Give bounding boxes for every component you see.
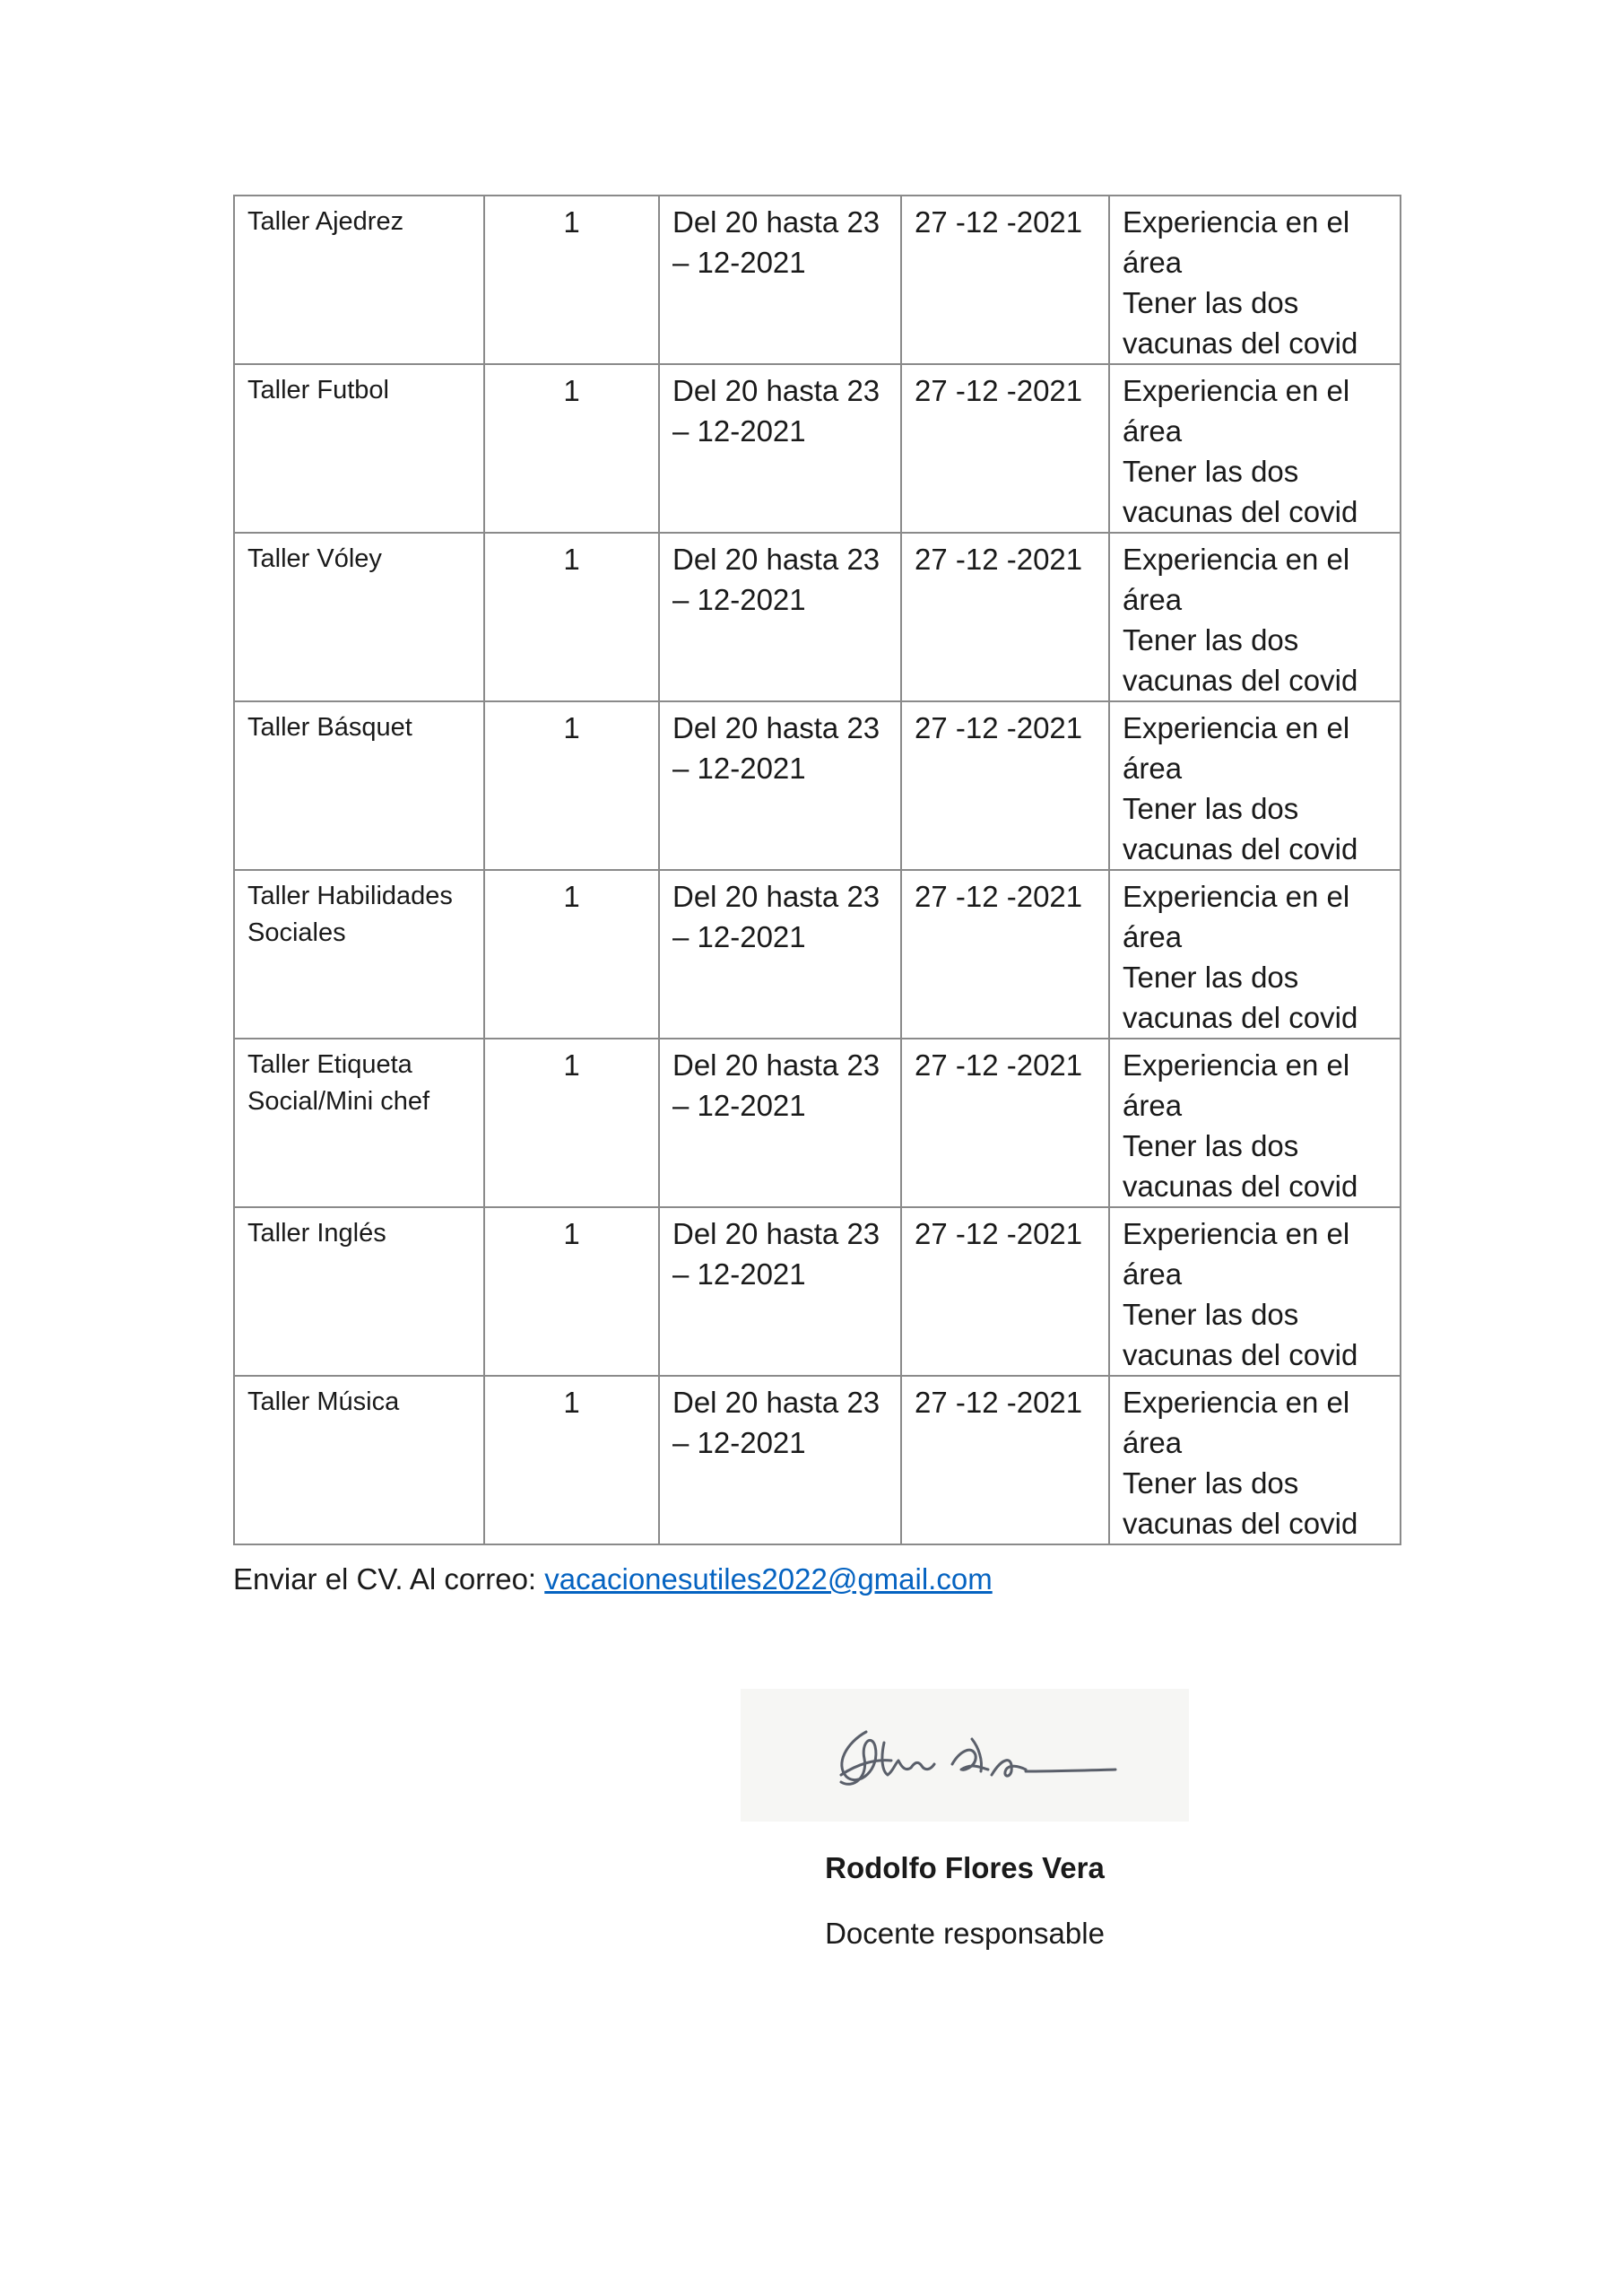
requirements-cell-line: Tener las dos bbox=[1123, 455, 1299, 488]
requirements-cell-line: área bbox=[1123, 1426, 1183, 1459]
requirements-cell-line: área bbox=[1123, 414, 1183, 448]
vacancy-count-cell bbox=[484, 196, 659, 364]
table-row bbox=[234, 196, 1401, 364]
requirements-cell-line: área bbox=[1123, 246, 1183, 279]
requirements-cell-line: vacunas del covid bbox=[1123, 664, 1358, 697]
requirements-cell-line: Tener las dos bbox=[1123, 1466, 1299, 1500]
period-cell bbox=[659, 1376, 901, 1544]
start-date-cell bbox=[901, 870, 1109, 1039]
period-cell-line: – 12-2021 bbox=[672, 1089, 806, 1122]
requirements-cell-line: Experiencia en el bbox=[1123, 1386, 1350, 1419]
vacancy-count-cell-text: 1 bbox=[563, 1048, 580, 1082]
requirements-cell-line: área bbox=[1123, 1089, 1183, 1122]
start-date-cell bbox=[901, 1207, 1109, 1376]
period-cell bbox=[659, 1207, 901, 1376]
table-row bbox=[234, 701, 1401, 870]
table-row bbox=[234, 364, 1401, 533]
workshop-name-cell-line: Taller Básquet bbox=[247, 713, 412, 742]
period-cell-line: Del 20 hasta 23 bbox=[672, 1048, 880, 1082]
requirements-cell-line: Experiencia en el bbox=[1123, 205, 1350, 239]
vacancy-count-cell-text: 1 bbox=[563, 543, 580, 576]
workshop-name-cell bbox=[234, 701, 484, 870]
period-cell-line: – 12-2021 bbox=[672, 414, 806, 448]
workshop-name-cell bbox=[234, 1376, 484, 1544]
start-date-cell-text: 27 -12 -2021 bbox=[915, 1386, 1083, 1419]
workshop-name-cell-line: Taller Música bbox=[247, 1387, 400, 1416]
start-date-cell-text: 27 -12 -2021 bbox=[915, 1217, 1083, 1250]
vacancy-count-cell bbox=[484, 1376, 659, 1544]
signature-image bbox=[741, 1689, 1189, 1822]
vacancy-count-cell bbox=[484, 364, 659, 533]
requirements-cell-line: vacunas del covid bbox=[1123, 326, 1358, 360]
requirements-cell-line: Tener las dos bbox=[1123, 792, 1299, 825]
requirements-cell-line: Experiencia en el bbox=[1123, 1217, 1350, 1250]
workshop-name-cell-line: Taller Vóley bbox=[247, 544, 382, 573]
vacancy-count-cell-text: 1 bbox=[563, 205, 580, 239]
period-cell-line: – 12-2021 bbox=[672, 752, 806, 785]
vacancy-count-cell bbox=[484, 1207, 659, 1376]
requirements-cell-line: área bbox=[1123, 1257, 1183, 1291]
period-cell-line: Del 20 hasta 23 bbox=[672, 543, 880, 576]
requirements-cell bbox=[1109, 364, 1401, 533]
signer-role: Docente responsable bbox=[825, 1917, 1105, 1950]
table-row bbox=[234, 1207, 1401, 1376]
workshop-name-cell-line: Taller Ajedrez bbox=[247, 207, 404, 236]
requirements-cell-line: vacunas del covid bbox=[1123, 1001, 1358, 1034]
workshop-name-cell bbox=[234, 1207, 484, 1376]
vacancy-count-cell-text: 1 bbox=[563, 1217, 580, 1250]
signature-drawing bbox=[741, 1689, 1189, 1822]
vacancy-count-cell-text: 1 bbox=[563, 374, 580, 407]
requirements-cell-line: vacunas del covid bbox=[1123, 495, 1358, 528]
start-date-cell-text: 27 -12 -2021 bbox=[915, 374, 1083, 407]
start-date-cell-text: 27 -12 -2021 bbox=[915, 1048, 1083, 1082]
start-date-cell bbox=[901, 533, 1109, 701]
workshop-name-cell bbox=[234, 870, 484, 1039]
period-cell-line: – 12-2021 bbox=[672, 1257, 806, 1291]
requirements-cell-line: Experiencia en el bbox=[1123, 543, 1350, 576]
period-cell bbox=[659, 533, 901, 701]
requirements-cell-line: Tener las dos bbox=[1123, 1129, 1299, 1162]
vacancy-count-cell-text: 1 bbox=[563, 1386, 580, 1419]
start-date-cell bbox=[901, 364, 1109, 533]
requirements-cell bbox=[1109, 1039, 1401, 1207]
start-date-cell-text: 27 -12 -2021 bbox=[915, 205, 1083, 239]
requirements-cell-line: vacunas del covid bbox=[1123, 1170, 1358, 1203]
vacancy-count-cell-text: 1 bbox=[563, 711, 580, 744]
requirements-cell bbox=[1109, 1376, 1401, 1544]
requirements-cell-line: área bbox=[1123, 920, 1183, 953]
signer-name: Rodolfo Flores Vera bbox=[825, 1851, 1105, 1884]
period-cell-line: – 12-2021 bbox=[672, 1426, 806, 1459]
requirements-cell-line: Experiencia en el bbox=[1123, 711, 1350, 744]
requirements-cell-line: área bbox=[1123, 752, 1183, 785]
requirements-cell-line: Tener las dos bbox=[1123, 961, 1299, 994]
requirements-cell-line: Tener las dos bbox=[1123, 286, 1299, 319]
workshop-name-cell-line: Taller Inglés bbox=[247, 1219, 386, 1248]
table-row bbox=[234, 1039, 1401, 1207]
requirements-cell-line: Experiencia en el bbox=[1123, 880, 1350, 913]
start-date-cell bbox=[901, 1039, 1109, 1207]
requirements-cell-line: vacunas del covid bbox=[1123, 832, 1358, 865]
period-cell-line: Del 20 hasta 23 bbox=[672, 1386, 880, 1419]
workshop-name-cell-line: Taller Futbol bbox=[247, 376, 389, 404]
period-cell-line: – 12-2021 bbox=[672, 920, 806, 953]
start-date-cell-text: 27 -12 -2021 bbox=[915, 711, 1083, 744]
requirements-cell-line: área bbox=[1123, 583, 1183, 616]
requirements-cell-line: vacunas del covid bbox=[1123, 1507, 1358, 1540]
requirements-cell-line: Tener las dos bbox=[1123, 1298, 1299, 1331]
requirements-cell bbox=[1109, 196, 1401, 364]
period-cell-line: Del 20 hasta 23 bbox=[672, 880, 880, 913]
requirements-cell-line: Tener las dos bbox=[1123, 623, 1299, 657]
workshop-name-cell bbox=[234, 364, 484, 533]
period-cell-line: Del 20 hasta 23 bbox=[672, 1217, 880, 1250]
workshop-name-cell-line: Sociales bbox=[247, 918, 346, 947]
requirements-cell-line: Experiencia en el bbox=[1123, 1048, 1350, 1082]
period-cell-line: Del 20 hasta 23 bbox=[672, 205, 880, 239]
workshop-table bbox=[233, 195, 1401, 1545]
vacancy-count-cell bbox=[484, 870, 659, 1039]
workshop-name-cell-line: Taller Etiqueta bbox=[247, 1050, 412, 1079]
requirements-cell bbox=[1109, 533, 1401, 701]
start-date-cell bbox=[901, 196, 1109, 364]
period-cell bbox=[659, 870, 901, 1039]
period-cell bbox=[659, 196, 901, 364]
vacancy-count-cell-text: 1 bbox=[563, 880, 580, 913]
table-row bbox=[234, 1376, 1401, 1544]
workshop-table-body bbox=[234, 196, 1401, 1544]
period-cell-line: – 12-2021 bbox=[672, 246, 806, 279]
requirements-cell bbox=[1109, 1207, 1401, 1376]
period-cell-line: – 12-2021 bbox=[672, 583, 806, 616]
start-date-cell bbox=[901, 1376, 1109, 1544]
start-date-cell-text: 27 -12 -2021 bbox=[915, 880, 1083, 913]
contact-email-link[interactable]: vacacionesutiles2022@gmail.com bbox=[544, 1562, 993, 1596]
start-date-cell bbox=[901, 701, 1109, 870]
requirements-cell-line: Experiencia en el bbox=[1123, 374, 1350, 407]
period-cell bbox=[659, 1039, 901, 1207]
requirements-cell bbox=[1109, 701, 1401, 870]
period-cell bbox=[659, 701, 901, 870]
start-date-cell-text: 27 -12 -2021 bbox=[915, 543, 1083, 576]
vacancy-count-cell bbox=[484, 701, 659, 870]
period-cell bbox=[659, 364, 901, 533]
contact-text: Enviar el CV. Al correo: bbox=[233, 1562, 545, 1596]
workshop-name-cell bbox=[234, 196, 484, 364]
requirements-cell bbox=[1109, 870, 1401, 1039]
table-row bbox=[234, 533, 1401, 701]
vacancy-count-cell bbox=[484, 533, 659, 701]
contact-line bbox=[233, 1559, 993, 1599]
vacancy-count-cell bbox=[484, 1039, 659, 1207]
workshop-name-cell-line: Social/Mini chef bbox=[247, 1087, 430, 1116]
requirements-cell-line: vacunas del covid bbox=[1123, 1338, 1358, 1371]
table-row bbox=[234, 870, 1401, 1039]
workshop-name-cell bbox=[234, 533, 484, 701]
workshop-name-cell-line: Taller Habilidades bbox=[247, 882, 453, 910]
period-cell-line: Del 20 hasta 23 bbox=[672, 374, 880, 407]
period-cell-line: Del 20 hasta 23 bbox=[672, 711, 880, 744]
workshop-name-cell bbox=[234, 1039, 484, 1207]
